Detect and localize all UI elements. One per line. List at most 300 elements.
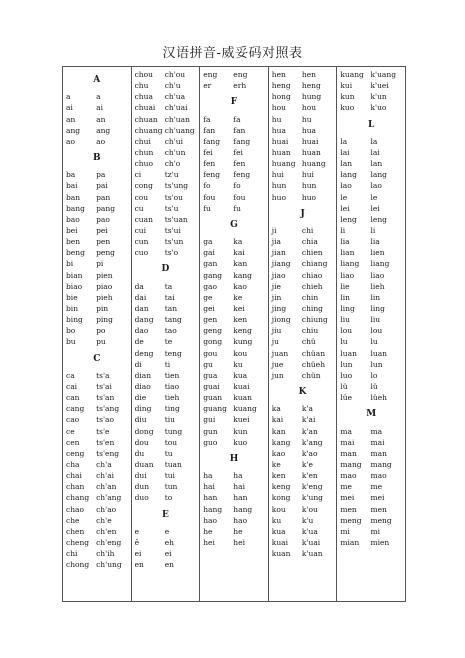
page-title: 汉语拼音-威妥码对照表	[162, 46, 303, 61]
wade-giles-cell: lieh	[370, 281, 385, 291]
wade-giles-cell: lu	[370, 337, 378, 347]
table-row	[132, 359, 200, 370]
table-row	[63, 548, 131, 559]
wade-giles-cell: lia	[370, 237, 380, 247]
wade-giles-cell: mao	[370, 471, 387, 481]
table-row	[63, 492, 131, 503]
wade-giles-cell: la	[370, 136, 378, 146]
table-row	[63, 180, 131, 191]
wade-giles-cell: tu	[164, 448, 173, 458]
table-row	[132, 169, 200, 180]
pinyin-cell: bian	[66, 270, 83, 280]
pinyin-cell: ban	[66, 192, 81, 202]
pinyin-cell: diu	[134, 415, 147, 425]
table-row	[269, 504, 337, 515]
table-row	[132, 459, 200, 470]
wade-giles-cell: chiang	[301, 259, 328, 269]
table-row	[337, 147, 405, 158]
wade-giles-cell: fa	[233, 114, 241, 124]
wade-giles-cell: ts'u	[164, 203, 179, 213]
table-row	[63, 459, 131, 470]
wade-giles-cell: fen	[233, 159, 246, 169]
pinyin-cell: hu	[271, 114, 282, 124]
pinyin-cell: hui	[271, 170, 284, 180]
wade-giles-cell: eh	[164, 537, 174, 547]
pinyin-cell: bai	[66, 181, 78, 191]
wade-giles-cell: ha	[233, 471, 243, 481]
table-row	[269, 548, 337, 559]
table-row	[200, 192, 268, 203]
table-row	[269, 247, 337, 258]
table-row	[63, 426, 131, 437]
wade-giles-cell: huang	[301, 159, 326, 169]
pinyin-cell: bao	[66, 214, 80, 224]
table-row	[269, 292, 337, 303]
table-row	[132, 225, 200, 236]
pinyin-cell: huo	[271, 192, 286, 202]
pinyin-cell: bang	[66, 203, 85, 213]
table-row	[63, 169, 131, 180]
wade-giles-cell: leng	[370, 214, 387, 224]
pinyin-cell: gong	[203, 337, 223, 347]
wade-giles-cell: an	[96, 114, 106, 124]
table-row	[269, 225, 337, 236]
table-row	[337, 236, 405, 247]
table-row	[200, 414, 268, 425]
wade-giles-cell: ts'ui	[164, 225, 181, 235]
table-row	[200, 336, 268, 347]
pinyin-cell: mao	[340, 471, 357, 481]
wade-giles-cell: k'uei	[370, 81, 389, 91]
pinyin-cell: chuang	[134, 125, 163, 135]
table-row	[132, 102, 200, 113]
wade-giles-cell: tiao	[164, 381, 180, 391]
wade-giles-cell: mien	[370, 537, 390, 547]
table-row	[269, 125, 337, 136]
table-row	[269, 370, 337, 381]
pinyin-cell: fan	[203, 125, 216, 135]
pinyin-cell: mang	[340, 459, 362, 469]
wade-giles-cell: ch'ih	[96, 549, 115, 559]
table-row	[269, 192, 337, 203]
table-row	[269, 114, 337, 125]
pinyin-cell: dou	[134, 437, 149, 447]
table-row	[63, 504, 131, 515]
pinyin-cell: kuan	[271, 549, 291, 559]
wade-giles-cell: chien	[301, 248, 323, 258]
wade-giles-cell: tan	[164, 303, 178, 313]
pinyin-cell: fu	[203, 203, 211, 213]
table-row	[132, 158, 200, 169]
section-letter-heading: A	[93, 75, 101, 85]
table-row	[337, 158, 405, 169]
pinyin-cell: chi	[66, 549, 78, 559]
pinyin-cell: cui	[134, 225, 147, 235]
table-row	[132, 80, 200, 91]
table-row	[337, 80, 405, 91]
wade-giles-cell: chüan	[301, 348, 326, 358]
table-row	[63, 192, 131, 203]
pinyin-cell: er	[203, 81, 212, 91]
table-row	[337, 504, 405, 515]
wade-giles-cell: tiu	[164, 415, 175, 425]
table-row	[63, 102, 131, 113]
pinyin-cell: can	[66, 393, 80, 403]
pinyin-cell: cu	[134, 203, 144, 213]
table-row	[63, 370, 131, 381]
wade-giles-cell: ch'ang	[96, 493, 122, 503]
wade-giles-cell: pan	[96, 192, 111, 202]
table-row	[269, 270, 337, 281]
table-row	[269, 136, 337, 147]
table-row	[269, 526, 337, 537]
pinyin-cell: kao	[271, 448, 286, 458]
table-row	[269, 414, 337, 425]
wade-giles-cell: lin	[370, 292, 381, 302]
table-row	[132, 192, 200, 203]
table-row	[269, 515, 337, 526]
pinyin-cell: ben	[66, 237, 81, 247]
pinyin-cell: geng	[203, 326, 223, 336]
pinyin-cell: lie	[340, 281, 350, 291]
pinyin-cell: jiao	[271, 270, 286, 280]
wade-giles-cell: ping	[96, 315, 113, 325]
table-row	[200, 314, 268, 325]
wade-giles-cell: chi	[301, 225, 314, 235]
section-letter-heading: H	[229, 453, 239, 464]
pinyin-cell: mai	[340, 437, 355, 447]
wade-giles-cell: fo	[233, 181, 241, 191]
pinyin-cell: jin	[271, 292, 282, 302]
table-row	[63, 515, 131, 526]
wade-giles-cell: hen	[301, 70, 316, 79]
wade-giles-cell: kai	[233, 248, 245, 258]
table-row	[269, 325, 337, 336]
wade-giles-cell: k'uo	[370, 103, 387, 113]
pinyin-cell: guo	[203, 437, 218, 447]
pinyin-cell: keng	[271, 482, 291, 492]
pinyin-cell: chen	[66, 526, 85, 536]
table-row	[200, 281, 268, 292]
pinyin-cell: kuo	[340, 103, 355, 113]
table-row	[337, 258, 405, 269]
pinyin-cell: eng	[203, 70, 218, 79]
pinyin-cell: cong	[134, 181, 153, 191]
pinyin-cell: lang	[340, 170, 357, 180]
table-row	[337, 515, 405, 526]
pinyin-cell: cou	[134, 192, 149, 202]
table-row	[200, 292, 268, 303]
table-row	[200, 537, 268, 548]
wade-giles-cell: hua	[301, 125, 317, 135]
wade-giles-cell: ts'e	[96, 426, 110, 436]
pinyin-cell: deng	[134, 348, 154, 358]
wade-giles-cell: k'uai	[301, 537, 321, 547]
table-row	[63, 537, 131, 548]
pinyin-cell: lun	[340, 359, 353, 369]
table-row	[337, 537, 405, 548]
wade-giles-cell: pin	[96, 303, 109, 313]
pinyin-cell: cai	[66, 381, 78, 391]
pinyin-cell: duan	[134, 459, 154, 469]
table-row	[269, 236, 337, 247]
table-row	[200, 258, 268, 269]
pinyin-cell: jia	[271, 237, 281, 247]
wade-giles-cell: teng	[164, 348, 182, 358]
section-letter-heading: M	[366, 409, 377, 420]
pinyin-cell: ju	[271, 337, 279, 347]
wade-giles-cell: mei	[370, 493, 385, 503]
table-row	[200, 180, 268, 191]
wade-giles-cell: chiu	[301, 326, 319, 336]
wade-giles-cell: ch'e	[96, 515, 112, 525]
wade-giles-cell: ch'eng	[96, 537, 122, 547]
pinyin-cell: bei	[66, 226, 78, 235]
table-row	[269, 102, 337, 113]
table-row	[269, 492, 337, 503]
wade-giles-cell: ma	[370, 426, 383, 436]
pinyin-cell: kuang	[340, 70, 364, 79]
wade-giles-cell: ch'ung	[96, 560, 122, 570]
wade-giles-cell: po	[96, 326, 106, 336]
wade-giles-cell: pen	[96, 237, 111, 247]
table-row	[132, 381, 200, 392]
wade-giles-cell: tou	[164, 437, 178, 447]
table-row	[132, 147, 200, 158]
table-row	[132, 470, 200, 481]
pinyin-cell: cuan	[134, 214, 153, 224]
wade-giles-cell: lien	[370, 248, 385, 258]
wade-giles-cell: ting	[164, 404, 180, 414]
pinyin-cell: jian	[271, 248, 286, 258]
wade-giles-cell: le	[370, 192, 378, 202]
table-row	[200, 147, 268, 158]
pinyin-cell: lan	[340, 159, 353, 169]
table-row	[269, 403, 337, 414]
wade-giles-cell: hu	[301, 114, 312, 124]
pinyin-cell: gan	[203, 259, 218, 269]
table-row	[63, 214, 131, 225]
wade-giles-cell: hao	[233, 515, 248, 525]
pinyin-cell: la	[340, 136, 348, 146]
table-column	[269, 67, 338, 601]
pinyin-cell: guai	[203, 381, 220, 391]
table-row	[132, 537, 200, 548]
table-row	[132, 292, 200, 303]
section-letter-heading: J	[300, 208, 305, 219]
table-row	[337, 247, 405, 258]
pinyin-cell: kai	[271, 415, 284, 425]
pinyin-cell: dian	[134, 370, 152, 380]
table-row	[63, 448, 131, 459]
pinyin-cell: ge	[203, 292, 213, 302]
table-row	[200, 136, 268, 147]
table-row	[132, 403, 200, 414]
wade-giles-cell: ch'ui	[164, 136, 184, 146]
pinyin-cell: guang	[203, 404, 227, 414]
wade-giles-cell: ch'a	[96, 459, 112, 469]
wade-giles-cell: pi	[96, 259, 104, 269]
wade-giles-cell: pei	[96, 226, 108, 235]
wade-giles-cell: hun	[301, 181, 317, 191]
pinyin-cell: cao	[66, 415, 80, 425]
pinyin-cell: gui	[203, 415, 216, 425]
wade-giles-cell: ao	[96, 136, 106, 146]
table-row	[63, 470, 131, 481]
wade-giles-cell: hai	[233, 482, 245, 492]
wade-giles-cell: huan	[301, 147, 321, 157]
table-row	[132, 548, 200, 559]
pinyin-cell: fei	[203, 148, 213, 157]
table-row	[337, 392, 405, 403]
table-row	[337, 470, 405, 481]
wade-giles-cell: ch'ai	[96, 471, 115, 481]
wade-giles-cell: kuo	[233, 437, 248, 447]
table-row	[200, 125, 268, 136]
table-row	[269, 537, 337, 548]
wade-giles-cell: fang	[233, 136, 251, 146]
table-row	[337, 492, 405, 503]
table-row	[337, 303, 405, 314]
pinyin-cell: fou	[203, 192, 216, 202]
table-row	[200, 69, 268, 80]
table-row	[269, 91, 337, 102]
pinyin-cell: gao	[203, 281, 217, 291]
pinyin-cell: biao	[66, 281, 83, 291]
wade-giles-cell: ts'an	[96, 393, 115, 403]
pinyin-cell: kong	[271, 493, 291, 503]
pinyin-cell: che	[66, 515, 80, 525]
pinyin-cell: lou	[340, 326, 353, 336]
table-row	[269, 470, 337, 481]
wade-giles-cell: en	[164, 560, 174, 570]
pinyin-cell: fo	[203, 181, 211, 191]
pinyin-cell: dan	[134, 303, 149, 313]
table-row	[63, 303, 131, 314]
pinyin-cell: juan	[271, 348, 289, 358]
wade-giles-cell: pu	[96, 337, 106, 347]
pinyin-cell: du	[134, 448, 145, 458]
pinyin-cell: dun	[134, 482, 150, 492]
pinyin-cell: fa	[203, 114, 211, 124]
wade-giles-cell: tz'u	[164, 170, 179, 180]
wade-giles-cell: men	[370, 504, 387, 514]
table-row	[63, 325, 131, 336]
table-row	[200, 381, 268, 392]
pinyin-cell: diao	[134, 381, 151, 391]
wade-giles-cell: chiao	[301, 270, 323, 280]
pinyin-cell: die	[134, 393, 147, 403]
pinyin-cell: gen	[203, 315, 218, 325]
wade-giles-cell: ch'uan	[164, 114, 190, 124]
pinyin-cell: chui	[134, 136, 151, 146]
table-row	[132, 492, 200, 503]
wade-giles-cell: hung	[301, 92, 322, 102]
pinyin-cell: kui	[340, 81, 353, 91]
pinyin-cell: ha	[203, 471, 213, 481]
wade-giles-cell: ch'un	[164, 147, 186, 157]
table-row	[63, 258, 131, 269]
table-row	[269, 481, 337, 492]
table-row	[200, 203, 268, 214]
pinyin-cell: kuai	[271, 537, 289, 547]
pinyin-cell: lai	[340, 148, 350, 157]
pinyin-cell: bu	[66, 337, 76, 347]
pinyin-cell: cang	[66, 404, 85, 414]
wade-giles-cell: tang	[164, 315, 182, 325]
table-row	[200, 437, 268, 448]
wade-giles-cell: ts'ou	[164, 192, 183, 202]
pinyin-cell: huai	[271, 136, 289, 146]
table-row	[63, 381, 131, 392]
wade-giles-cell: kuang	[233, 404, 257, 414]
table-column	[63, 67, 132, 601]
pinyin-cell: bie	[66, 292, 78, 302]
pinyin-cell: ai	[66, 103, 73, 113]
wade-giles-cell: fei	[233, 148, 243, 157]
wade-giles-cell: tao	[164, 326, 177, 336]
pinyin-cell: meng	[340, 515, 362, 525]
pinyin-cell: luo	[340, 370, 353, 380]
pinyin-cell: hun	[271, 181, 287, 191]
table-row	[200, 526, 268, 537]
table-row	[337, 69, 405, 80]
table-row	[132, 414, 200, 425]
table-row	[337, 459, 405, 470]
table-row	[337, 348, 405, 359]
pinyin-cell: ma	[340, 426, 352, 436]
table-row	[200, 504, 268, 515]
wade-giles-cell: erh	[233, 81, 247, 91]
wade-giles-cell: tieh	[164, 393, 180, 403]
pinyin-cell: kua	[271, 526, 286, 536]
wade-giles-cell: me	[370, 482, 383, 492]
table-row	[200, 348, 268, 359]
wade-giles-cell: ling	[370, 303, 385, 313]
table-row	[63, 236, 131, 247]
pinyin-cell: kan	[271, 426, 286, 436]
wade-giles-cell: ke	[233, 292, 243, 302]
table-row	[337, 526, 405, 537]
table-row	[132, 236, 200, 247]
table-row	[132, 370, 200, 381]
wade-giles-cell: fou	[233, 192, 246, 202]
pinyin-cell: fang	[203, 136, 221, 146]
wade-giles-cell: pien	[96, 270, 113, 280]
pinyin-cell: e	[134, 526, 140, 536]
wade-giles-cell: pao	[96, 214, 110, 224]
table-row	[200, 403, 268, 414]
wade-giles-cell: ch'ou	[164, 70, 186, 79]
table-row	[337, 370, 405, 381]
pinyin-cell: jiong	[271, 315, 291, 325]
pinyin-cell: ca	[66, 370, 75, 380]
table-row	[337, 169, 405, 180]
table-row	[337, 437, 405, 448]
pinyin-cell: hao	[203, 515, 218, 525]
pinyin-cell: bin	[66, 303, 79, 313]
table-row	[200, 370, 268, 381]
table-row	[200, 158, 268, 169]
wade-giles-cell: ts'ung	[164, 181, 189, 191]
wade-giles-cell: han	[233, 493, 248, 503]
pinyin-cell: chou	[134, 70, 153, 79]
wade-giles-cell: lou	[370, 326, 383, 336]
table-row	[337, 91, 405, 102]
wade-giles-cell: huai	[301, 136, 319, 146]
table-row	[132, 559, 200, 570]
pinyin-cell: chong	[66, 560, 90, 570]
